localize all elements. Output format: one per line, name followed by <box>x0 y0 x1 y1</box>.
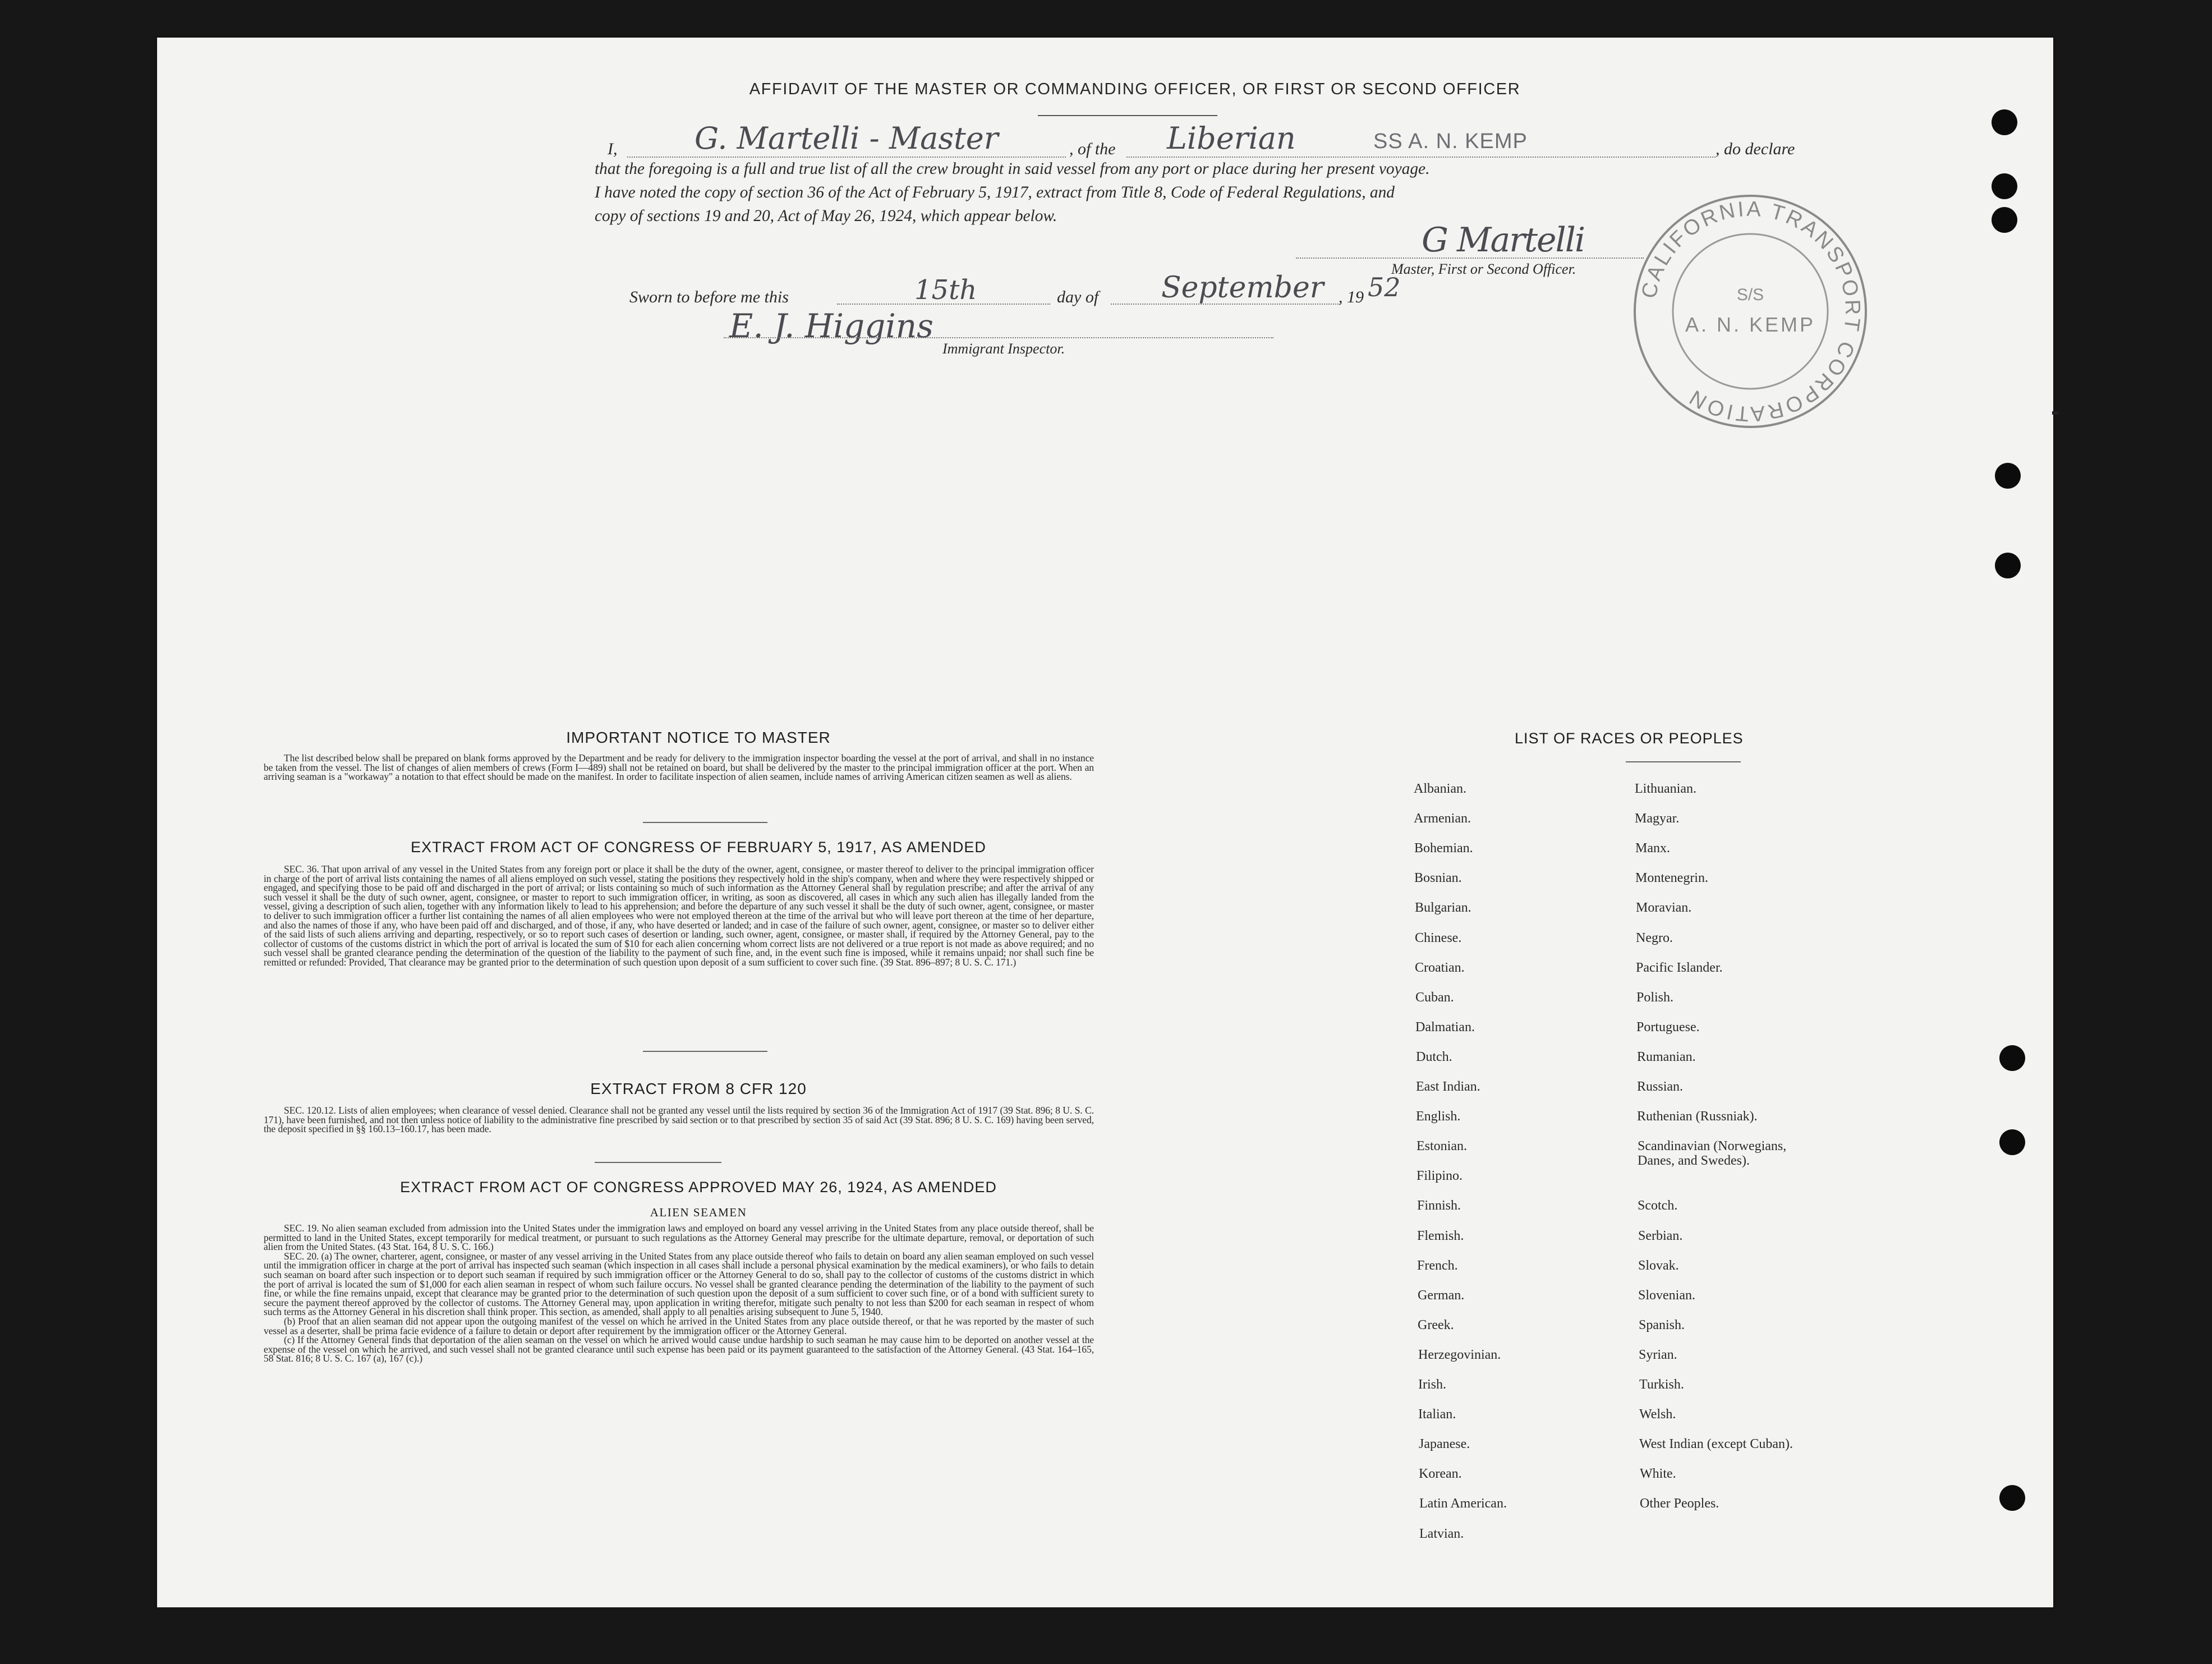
punch-hole <box>1999 1485 2025 1511</box>
cfr-sec-120-12: SEC. 120.12. Lists of alien employees; when clearance of vessel denied. Clearance shall not be granted any vessel until the lists required by section 36 of the Immigration Act of 1917 (39 Stat. 896; 8 U. S. C. 171), have been furnished, and not then unless notice of liability to the administrative fine prescribed by said section or to that prescribed by section 35 of said Act (39 Stat. 896; 8 U. S. C. 169) having been served, the deposit specified in §§ 160.13–160.17, has been made. <box>264 1105 1094 1135</box>
act-1924-subtitle: ALIEN SEAMEN <box>650 1206 747 1219</box>
stamp-ring-text: CALIFORNIA TRANSPORT CORPORATION <box>1637 197 1865 426</box>
inspector-line <box>724 337 1273 338</box>
master-name-line <box>627 157 1066 158</box>
day-of-label: day of <box>1057 288 1099 306</box>
race-item: Estonian. <box>1417 1139 1467 1153</box>
race-item: Montenegrin. <box>1635 871 1708 885</box>
race-item: Pacific Islander. <box>1636 960 1723 975</box>
race-item: Flemish. <box>1417 1229 1464 1243</box>
race-item: Slovenian. <box>1638 1288 1695 1303</box>
race-item: English. <box>1416 1109 1461 1124</box>
race-item: Ruthenian (Russniak). <box>1637 1109 1758 1124</box>
race-item: Irish. <box>1418 1377 1446 1392</box>
race-item: Russian. <box>1637 1079 1684 1094</box>
title-rule <box>1038 115 1217 116</box>
act-1917-body <box>264 865 1094 967</box>
race-item: Albanian. <box>1414 782 1466 796</box>
race-item: Lithuanian. <box>1635 782 1696 796</box>
race-item: Dutch. <box>1416 1050 1452 1064</box>
affidavit-title: AFFIDAVIT OF THE MASTER OR COMMANDING OFFICER, OR FIRST OR SECOND OFFICER <box>749 80 1521 98</box>
race-item: Croatian. <box>1415 960 1465 975</box>
nationality-line <box>1126 157 1716 158</box>
race-item: East Indian. <box>1416 1079 1480 1094</box>
affidavit-line-2: that the foregoing is a full and true list of all the crew brought in said vessel from any port or place during her present voyage. <box>595 160 1430 178</box>
punch-hole <box>1995 553 2021 578</box>
affidavit-i: I, <box>608 140 618 158</box>
race-item: Armenian. <box>1414 811 1471 826</box>
race-item: Italian. <box>1418 1407 1456 1422</box>
notice-paragraph: The list described below shall be prepared on blank forms approved by the Department and be ready for delivery to the immigration inspector boarding the vessel at the port of arrival, and shall in no instance be taken from the vessel. The list of changes of alien members of crews (Form I—489) shall not be retained on board, but shall be delivered by the master to the principal immigration officer at the port. When an arriving seaman is a "workaway" a notation to that effect should be made on the manifest. In order to facilitate inspection of alien seamen, include names of arriving American citizen seamen as well as aliens. <box>264 752 1094 783</box>
act-1924-sec-20a: SEC. 20. (a) The owner, charterer, agent, consignee, or master of any vessel arriving in the United States from any place outside thereof who fails to detain on board any alien seaman employed on such vessel until the immigration officer in charge at the port of arrival has inspected such seaman (which inspection in all cases shall include a personal physical examination by the medical examiners), or who fails to detain such seaman on board after such inspection or to deport such seaman if required by such immigration officer or the Attorney General to do so, shall pay to the collector of customs of the customs district in which the port of arrival is located the sum of $1,000 for each alien seaman in respect of whom such failure occurs. No vessel shall be granted clearance pending the determination of the liability to the payment of such fine, or while the fine remains unpaid, except that clearance may be granted prior to the determination of such question upon the deposit of a sum sufficient to cover such fine, or of a bond with sufficient surety to secure the payment thereof approved by the collector of customs. The Attorney General may, upon application in writing therefor, mitigate such penalty to not less than $200 for each seaman in respect of whom such terms as the Attorney General in his discretion shall think proper. This section, as amended, shall apply to all penalties arising subsequent to June 5, 1940. <box>264 1250 1094 1318</box>
signature-caption: Master, First or Second Officer. <box>1391 261 1576 277</box>
stamp-line-2: A. N. KEMP <box>1685 313 1816 336</box>
signature-line <box>1296 258 1644 259</box>
race-item: Filipino. <box>1417 1169 1463 1183</box>
punch-hole <box>1999 1045 2025 1071</box>
vessel-name-stamp: SS A. N. KEMP <box>1373 130 1528 153</box>
year-prefix: , 19 <box>1339 288 1364 306</box>
document-page <box>157 38 2053 1607</box>
inspector-caption: Immigrant Inspector. <box>942 341 1065 357</box>
race-item: Scotch. <box>1638 1198 1678 1213</box>
race-item: Japanese. <box>1419 1437 1470 1451</box>
section-rule <box>643 822 767 823</box>
punch-hole <box>1999 1129 2025 1155</box>
race-item: Portuguese. <box>1636 1020 1700 1035</box>
day-handwritten: 15th <box>914 274 977 306</box>
notice-body <box>264 753 1094 782</box>
race-item: Manx. <box>1635 841 1670 856</box>
race-item: Serbian. <box>1638 1229 1683 1243</box>
race-item: Bosnian. <box>1414 871 1462 885</box>
act-1924-sec-20b: (b) Proof that an alien seaman did not appear upon the outgoing manifest of the vessel on which he arrived in the United States from any place outside thereof, or that he was reported by the master of such vessel as a deserter, shall be prima facie evidence of a failure to detain or deport after requirement by the immigration officer or the Attorney General. <box>264 1315 1094 1336</box>
act-1917-title: EXTRACT FROM ACT OF CONGRESS OF FEBRUARY 5, 1917, AS AMENDED <box>411 839 986 856</box>
section-rule <box>595 1162 721 1163</box>
master-name-handwritten: G. Martelli - Master <box>695 121 999 156</box>
affidavit-do-declare: , do declare <box>1716 140 1795 158</box>
race-item: White. <box>1640 1467 1676 1481</box>
section-rule <box>643 1051 767 1052</box>
race-item: Slovak. <box>1638 1258 1679 1273</box>
master-signature: G Martelli <box>1422 220 1585 260</box>
inspector-signature: E. J. Higgins <box>729 307 933 345</box>
race-item: Moravian. <box>1636 900 1692 915</box>
act-1924-sec-19: SEC. 19. No alien seaman excluded from admission into the United States under the immigration laws and employed on board any vessel arriving in the United States from any place outside thereof, shall be permitted to land in the United States, except temporarily for medical treatment, or pursuant to such regulations as the Attorney General may prescribe for the ultimate departure, removal, or deportation of such alien from the United States. (43 Stat. 164, 8 U. S. C. 166.) <box>264 1222 1094 1253</box>
act-1924-body <box>264 1224 1094 1363</box>
race-item: Scandinavian (Norwegians, Danes, and Swedes). <box>1638 1139 1787 1168</box>
affidavit-of-the: , of the <box>1069 140 1116 158</box>
race-item: Polish. <box>1636 990 1674 1005</box>
act-1917-sec-36: SEC. 36. That upon arrival of any vessel in the United States from any foreign port or place it shall be the duty of the owner, agent, consignee, or master thereof to deliver to the principal immigration officer in charge of the port of arrival lists containing the names of all aliens employed on such vessel, stating the positions they respectively hold in the ship's company, when and where they were respectively shipped or engaged, and specifying those to be paid off and discharged in the port of arrival; or lists containing so much of such information as the Attorney General shall by regulation prescribe; and after the arrival of any such vessel it shall be the duty of such owner, agent, consignee, or master to report to such immigration officer, in writing, as soon as discovered, all cases in which any such alien has illegally landed from the vessel, giving a description of such alien, together with any information likely to lead to his apprehension; and before the departure of any such vessel it shall be the duty of such owner, agent, consignee, or master to deliver to such immigration officer a further list containing the names of all alien employees who were not employed thereon at the time of the arrival but who will leave port thereon at the time of her departure, and also the names of those if any, who have been paid off and discharged, and of those, if any, who have deserted or landed; and in case of the failure of such owner, agent, consignee, or master so to deliver either of the said lists of such aliens arriving and departing, respectively, or so to report such cases of desertion or landing, such owner, agent, consignee, or master shall, if required by the Attorney General, pay to the collector of customs of the customs district in which the port of arrival is located the sum of $10 for each alien concerning whom correct lists are not delivered or a true report is not made as above required; and no such vessel shall be granted clearance pending the determination of the question of the liability to the payment of such fine, and, in the event such fine is imposed, while it remains unpaid; nor shall such fine be remitted or refunded: Provided, That clearance may be granted prior to the determination of such question upon deposit of a sum sufficient to cover such fine. (39 Stat. 896–897; 8 U. S. C. 171.) <box>264 863 1094 968</box>
race-item: German. <box>1418 1288 1465 1303</box>
race-item: Syrian. <box>1639 1348 1677 1362</box>
race-item: Turkish. <box>1639 1377 1684 1392</box>
corporation-stamp <box>1627 188 1874 435</box>
svg-text:CALIFORNIA TRANSPORT CORPORATI <box>1637 197 1864 426</box>
race-item: Latin American. <box>1419 1496 1507 1511</box>
race-item: Chinese. <box>1415 931 1462 945</box>
punch-hole <box>1992 109 2017 135</box>
race-item: Korean. <box>1419 1467 1462 1481</box>
races-rule <box>1626 761 1741 762</box>
races-title: LIST OF RACES OR PEOPLES <box>1515 730 1744 747</box>
race-item: West Indian (except Cuban). <box>1639 1437 1793 1451</box>
year-handwritten: 52 <box>1368 272 1401 302</box>
affidavit-line-3: I have noted the copy of section 36 of the Act of February 5, 1917, extract from Title 8, Code of Federal Regulations, and <box>595 183 1395 201</box>
race-item: French. <box>1417 1258 1458 1273</box>
cfr-title: EXTRACT FROM 8 CFR 120 <box>590 1080 807 1097</box>
race-item: Bulgarian. <box>1415 900 1471 915</box>
race-item: Spanish. <box>1639 1318 1685 1332</box>
race-item: Welsh. <box>1639 1407 1676 1422</box>
race-item: Dalmatian. <box>1415 1020 1475 1035</box>
nationality-handwritten: Liberian <box>1167 121 1296 156</box>
punch-hole <box>1992 207 2017 233</box>
scan-mark <box>2052 411 2059 415</box>
affidavit-line-4: copy of sections 19 and 20, Act of May 26, 1924, which appear below. <box>595 207 1057 225</box>
race-item: Finnish. <box>1417 1198 1461 1213</box>
act-1924-title: EXTRACT FROM ACT OF CONGRESS APPROVED MAY 26, 1924, AS AMENDED <box>400 1179 997 1196</box>
race-item: Other Peoples. <box>1640 1496 1719 1511</box>
punch-hole <box>1995 463 2021 489</box>
race-item: Cuban. <box>1415 990 1454 1005</box>
stamp-line-1: S/S <box>1736 286 1764 304</box>
race-item: Bohemian. <box>1414 841 1473 856</box>
cfr-body <box>264 1106 1094 1134</box>
race-item: Latvian. <box>1419 1527 1464 1541</box>
notice-title: IMPORTANT NOTICE TO MASTER <box>566 729 831 746</box>
race-item: Magyar. <box>1635 811 1680 826</box>
race-item: Herzegovinian. <box>1418 1348 1501 1362</box>
month-handwritten: September <box>1161 271 1324 305</box>
race-item: Greek. <box>1418 1318 1454 1332</box>
sworn-label: Sworn to before me this <box>629 288 789 306</box>
act-1924-sec-20c: (c) If the Attorney General finds that deportation of the alien seaman on the vessel on which he arrived would cause undue hardship to such seaman he may cause him to be deported on another vessel at the expense of the vessel on which he arrived, and such vessel shall not be granted clearance until such expense has been paid or its payment guaranteed to the satisfaction of the Attorney General. (43 Stat. 164–165, 58 Stat. 816; 8 U. S. C. 167 (a), 167 (c).) <box>264 1334 1094 1364</box>
race-item: Rumanian. <box>1637 1050 1696 1064</box>
race-item: Negro. <box>1636 931 1673 945</box>
punch-hole <box>1992 173 2017 199</box>
